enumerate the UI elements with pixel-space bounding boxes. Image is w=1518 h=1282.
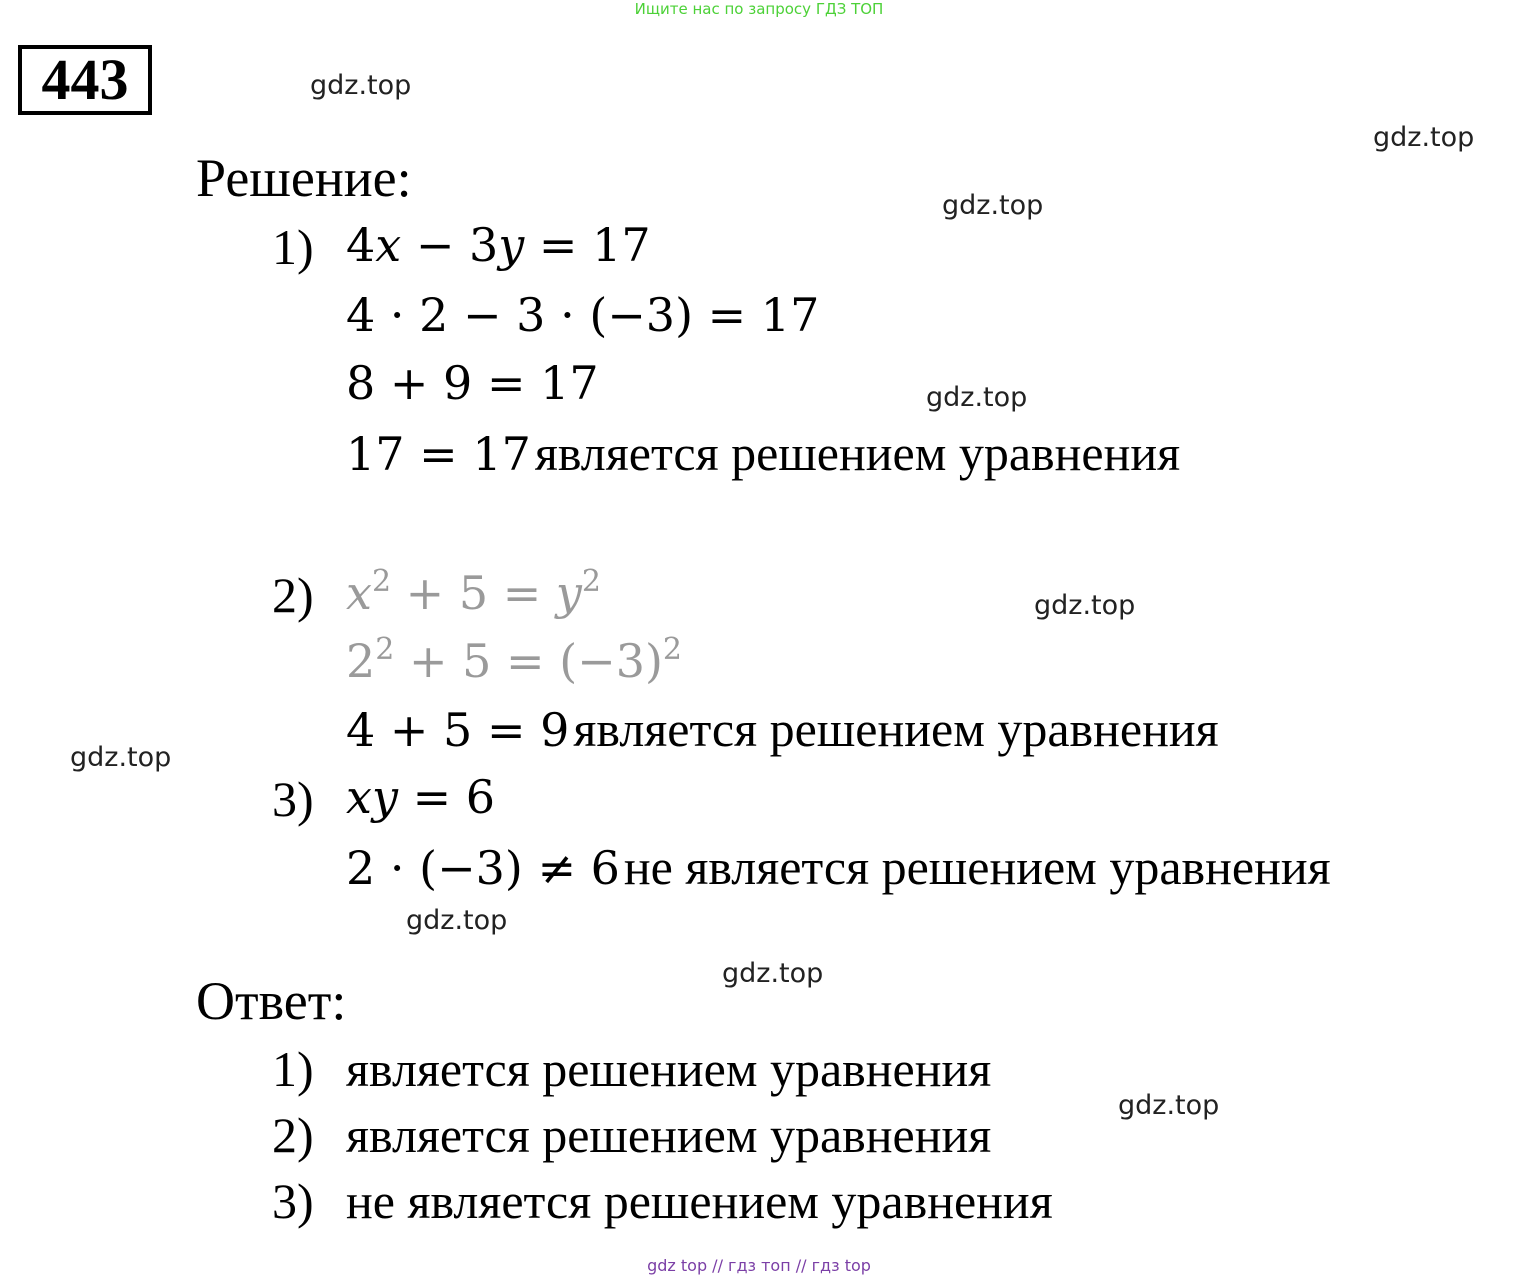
part2-equation: $x^2 + 5 = y^2$ [346,564,601,620]
watermark: gdz.top [406,905,508,936]
part3-equation: xy = 6 [346,770,496,824]
part1-number: 1) [272,219,314,275]
part2-substitution: $2^2 + 5 = (-3)^2$ [346,632,683,688]
answer-item-number: 2) [272,1107,314,1163]
part3-result: 2 · (−3) ≠ 6 не является решением уравнения [346,839,1331,895]
solution-heading: Решение: [196,148,412,208]
watermark: gdz.top [70,742,172,773]
watermark: gdz.top [1373,122,1475,153]
watermark: gdz.top [942,190,1044,221]
part1-result: 17 = 17 является решением уравнения [346,425,1181,481]
watermark: gdz.top [310,70,412,101]
answer-item-text: является решением уравнения [346,1107,992,1163]
search-banner: Ищите нас по запросу ГДЗ ТОП [634,0,884,18]
part1-substitution: 4 · 2 − 3 · (−3) = 17 [346,288,820,342]
watermark: gdz.top [1118,1090,1220,1121]
watermark: gdz.top [1034,590,1136,621]
part2-number: 2) [272,567,314,623]
answer-item-number: 3) [272,1173,314,1229]
answer-item-text: не является решением уравнения [346,1173,1053,1229]
answer-item-text: является решением уравнения [346,1041,992,1097]
part1-equation: 4x − 3y = 17 [346,218,651,272]
part1-calculation: 8 + 9 = 17 [346,356,599,410]
watermark: gdz.top [926,382,1028,413]
answer-heading: Ответ: [196,971,347,1031]
part3-number: 3) [272,771,314,827]
answer-item-number: 1) [272,1041,314,1097]
watermark: gdz.top [722,958,824,989]
footer-links[interactable]: gdz top // гдз топ // гдз top [647,1256,871,1275]
task-number-box: 443 [18,45,152,115]
part2-result: 4 + 5 = 9 является решением уравнения [346,701,1219,757]
